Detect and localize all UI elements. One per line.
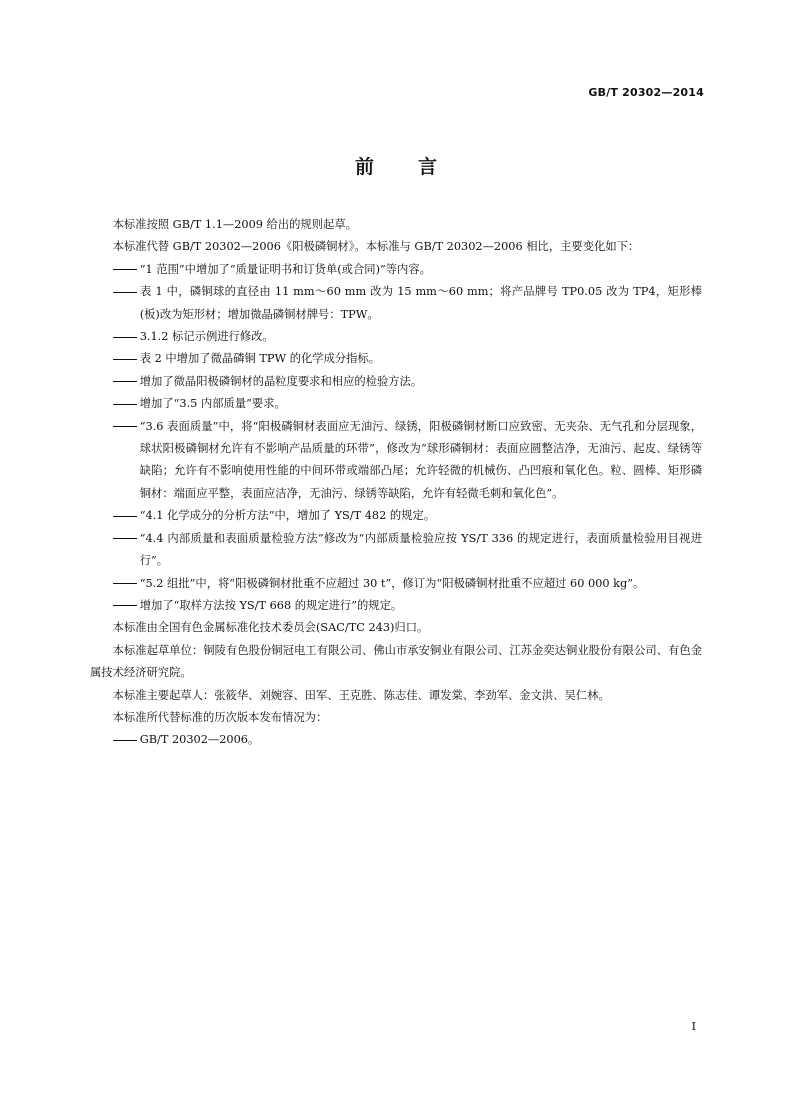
- change-text: “1 范围”中增加了“质量证明书和订货单(或合同)”等内容。: [139, 262, 431, 276]
- paragraph: 本标准所代替标准的历次版本发布情况为：: [112, 710, 328, 724]
- dash-marker: [113, 528, 140, 550]
- previous-version-text: GB/T 20302—2006。: [139, 733, 260, 747]
- change-item: [90, 393, 702, 415]
- dash-marker: [113, 348, 140, 370]
- dash-marker: [113, 573, 140, 595]
- change-item: [90, 326, 702, 348]
- page-number: I: [691, 1020, 696, 1033]
- dash-marker: [113, 393, 140, 415]
- dash-marker: [113, 281, 140, 303]
- dash-marker: [113, 729, 140, 751]
- change-text: “3.6 表面质量”中，将“阳极磷铜材表面应无油污、绿锈，阳极磷铜材断口应致密、无夹杂、无气孔和分层现象，球状阳极磷铜材允许有不影响产品质量的环带”，修改为“球形磷铜材：表面应圆整洁净，无油污、起皮、绿锈等缺陷；允许有不影响使用性能的中间环带或端部凸尾；允许轻微的机械伤、凸凹痕和氧化色。粒、圆棒、矩形磷铜材：端面应平整，表面应洁净，无油污、绿锈等缺陷，允许有轻微毛刺和氧化色”。: [139, 419, 702, 500]
- change-item: [90, 595, 702, 617]
- change-text: “5.2 组批”中，将“阳极磷铜材批重不应超过 30 t”，修订为“阳极磷铜材批重不应超过 60 000 kg”。: [139, 576, 645, 590]
- change-text: 增加了“取样方法按 YS/T 668 的规定进行”的规定。: [139, 598, 403, 612]
- change-text: “4.4 内部质量和表面质量检验方法”修改为“内部质量检验应按 YS/T 336 的规定进行，表面质量检验用目视进行”。: [139, 531, 702, 568]
- dash-marker: [113, 505, 140, 527]
- change-item: [90, 371, 702, 393]
- change-text: 3.1.2 标记示例进行修改。: [139, 330, 274, 344]
- change-text: “4.1 化学成分的分析方法”中，增加了 YS/T 482 的规定。: [139, 509, 436, 523]
- dash-marker: [113, 595, 140, 617]
- paragraph: 本标准由全国有色金属标准化技术委员会(SAC/TC 243)归口。: [112, 621, 429, 635]
- previous-version-item: [90, 729, 702, 751]
- change-item: [90, 259, 702, 281]
- change-text: 增加了“3.5 内部质量”要求。: [139, 397, 286, 411]
- document-body: [90, 214, 702, 752]
- dash-marker: [113, 326, 140, 348]
- dash-marker: [113, 371, 140, 393]
- dash-marker: [113, 259, 140, 281]
- change-text: 增加了微晶阳极磷铜材的晶粒度要求和相应的检验方法。: [139, 374, 423, 388]
- change-item: [90, 528, 702, 573]
- paragraph: 本标准起草单位：铜陵有色股份铜冠电工有限公司、佛山市承安铜业有限公司、江苏金奕达铜业股份有限公司、有色金属技术经济研究院。: [90, 643, 702, 680]
- standard-number: GB/T 20302—2014: [588, 86, 704, 99]
- change-item: [90, 281, 702, 326]
- change-text: 表 1 中，磷铜球的直径由 11 mm～60 mm 改为 15 mm～60 mm；将产品牌号 TP0.05 改为 TP4，矩形棒(板)改为矩形材；增加微晶磷铜材牌号：TPW。: [139, 285, 702, 321]
- change-text: 表 2 中增加了微晶磷铜 TPW 的化学成分指标。: [139, 352, 381, 366]
- change-item: [90, 348, 702, 370]
- dash-marker: [113, 416, 140, 438]
- change-item: [90, 573, 702, 595]
- change-item: [90, 505, 702, 527]
- change-item: [90, 416, 702, 506]
- paragraph: 本标准主要起草人：张筱华、刘婉容、田军、王克胜、陈志佳、谭发棠、李劲军、金文洪、吴仁林。: [112, 688, 610, 702]
- paragraph: 本标准代替 GB/T 20302—2006《阳极磷铜材》。本标准与 GB/T 20302—2006 相比，主要变化如下：: [112, 240, 640, 254]
- page-title: 前言: [354, 156, 481, 178]
- paragraph: 本标准按照 GB/T 1.1—2009 给出的规则起草。: [112, 218, 357, 231]
